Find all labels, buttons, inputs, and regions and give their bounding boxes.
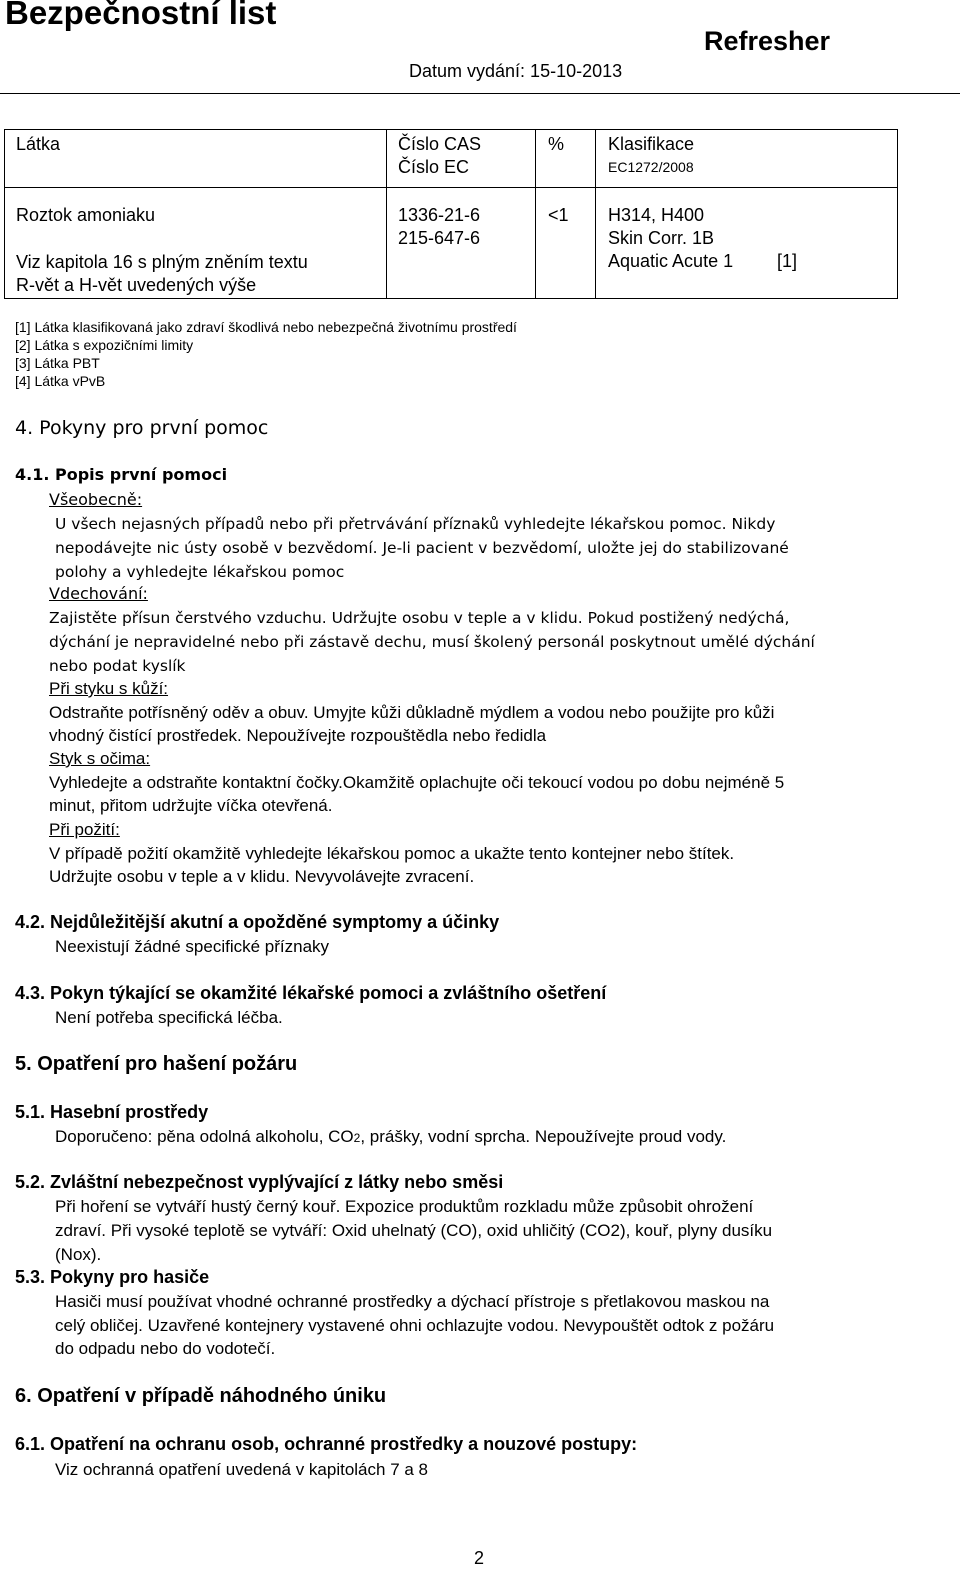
header-ec: Číslo EC — [398, 157, 470, 177]
text-line: Vyhledejte a odstraňte kontaktní čočky.Okamžitě oplachujte oči tekoucí vodou po dobu nejméně 5 — [49, 773, 785, 792]
text-line: Není potřeba specifická léčba. — [55, 1008, 283, 1027]
section-heading-text: Zvláštní nebezpečnost vyplývající z látky nebo směsi — [50, 1172, 504, 1192]
section-4-3-heading — [15, 983, 606, 1004]
text-line: Udržujte osobu v teple a v klidu. Nevyvolávejte zvracení. — [49, 867, 475, 886]
substance-note-line1: Viz kapitola 16 s plným zněním textu — [16, 252, 308, 272]
section-6-title: 6. Opatření v případě náhodného úniku — [15, 1385, 387, 1407]
section-number: 6.1. — [15, 1434, 46, 1454]
section-4-1-heading — [15, 465, 227, 484]
section-6-1-heading — [15, 1434, 637, 1455]
text-line: Neexistují žádné specifické příznaky — [55, 937, 330, 956]
classification-2: Aquatic Acute 1 — [608, 251, 734, 271]
classification-note-ref: [1] — [777, 251, 798, 271]
text-line: minut, přitom udržujte víčka otevřená. — [49, 796, 333, 815]
section-5-2-heading — [15, 1172, 503, 1193]
text-line: U všech nejasných případů nebo při přetrvávání příznaků vyhledejte lékařskou pomoc. Nikdy — [55, 515, 776, 533]
footnote: [3] Látka PBT — [15, 355, 100, 371]
text-line: polohy a vyhledejte lékařskou pomoc — [55, 563, 345, 581]
header-cas: Číslo CAS — [398, 134, 482, 154]
subheading-general: Všeobecně: — [49, 490, 143, 509]
text-line: dýchání je nepravidelné nebo při zástavě dechu, musí školený personál poskytnout umělé dýchání — [49, 633, 815, 651]
cas-number: 1336-21-6 — [398, 205, 481, 225]
footnote: [1] Látka klasifikovaná jako zdraví škodlivá nebo nebezpečná životnímu prostředí — [15, 319, 517, 335]
classification-1: Skin Corr. 1B — [608, 228, 715, 248]
subheading-eyes: Styk s očima: — [49, 749, 151, 768]
table-divider — [386, 130, 387, 298]
section-heading-text: Hasební prostředy — [50, 1102, 209, 1122]
section-heading-text: Opatření na ochranu osob, ochranné prostředky a nouzové postupy: — [50, 1434, 638, 1454]
header-classification: Klasifikace — [608, 134, 695, 154]
text-line: do odpadu nebo do vodotečí. — [55, 1339, 276, 1358]
hazard-statements: H314, H400 — [608, 205, 705, 225]
header-percent: % — [548, 134, 565, 154]
section-number: 4.1. — [15, 465, 50, 484]
section-heading-text: Popis první pomoci — [55, 465, 228, 484]
text-line: zdraví. Při vysoké teplotě se vytváří: Oxid uhelnatý (CO), oxid uhličitý (CO2), kouř, plyny dusíku — [55, 1221, 773, 1240]
document-title: Bezpečnostní list — [5, 0, 277, 31]
text-line: vhodný čistící prostředek. Nepoužívejte rozpouštědla nebo ředidla — [49, 726, 547, 745]
subheading-inhalation: Vdechování: — [49, 584, 148, 603]
text-line: Hasiči musí používat vhodné ochranné prostředky a dýchací přístroje s přetlakovou maskou na — [55, 1292, 770, 1311]
text-fragment: Doporučeno: pěna odolná alkoholu, CO — [55, 1127, 354, 1146]
text-line: Viz ochranná opatření uvedená v kapitolách 7 a 8 — [55, 1460, 429, 1479]
issue-date: Datum vydání: 15-10-2013 — [409, 61, 623, 81]
text-line: nebo podat kyslík — [49, 657, 186, 675]
text-line — [55, 1125, 726, 1150]
page-number: 2 — [474, 1548, 485, 1568]
section-number: 4.3. — [15, 983, 46, 1003]
table-divider — [5, 187, 897, 188]
text-line: Při hoření se vytváří hustý černý kouř. Expozice produktům rozkladu může způsobit ohrožení — [55, 1197, 754, 1216]
section-number: 4.2. — [15, 912, 46, 932]
section-number: 5.1. — [15, 1102, 46, 1122]
section-heading-text: Nejdůležitější akutní a opožděné symptomy a účinky — [50, 912, 500, 932]
ec-number: 215-647-6 — [398, 228, 481, 248]
text-line: celý obličej. Uzavřené kontejnery vystavené ohni ochlazujte vodou. Nevypouštět odtok z požáru — [55, 1316, 775, 1335]
section-number: 5.2. — [15, 1172, 46, 1192]
table-divider — [595, 130, 596, 298]
substance-name: Roztok amoniaku — [16, 205, 156, 225]
substance-table — [4, 129, 898, 299]
section-4-2-heading — [15, 912, 499, 933]
subheading-skin: Při styku s kůží: — [49, 679, 169, 698]
text-fragment: , prášky, vodní sprcha. Nepoužívejte proud vody. — [360, 1127, 727, 1146]
section-5-title: 5. Opatření pro hašení požáru — [15, 1053, 298, 1075]
footnote: [2] Látka s expozičními limity — [15, 337, 194, 353]
section-5-3-heading — [15, 1267, 209, 1288]
section-4-title: 4. Pokyny pro první pomoc — [15, 417, 269, 439]
concentration: <1 — [548, 205, 569, 225]
header-regulation: EC1272/2008 — [608, 159, 694, 175]
section-heading-text: Pokyn týkající se okamžité lékařské pomoci a zvláštního ošetření — [50, 983, 607, 1003]
subscript: 2 — [353, 1131, 361, 1145]
header-substance: Látka — [16, 134, 61, 154]
section-heading-text: Pokyny pro hasiče — [50, 1267, 210, 1287]
header-divider — [0, 93, 960, 94]
text-line: V případě požití okamžitě vyhledejte lékařskou pomoc a ukažte tento kontejner nebo štítek. — [49, 844, 735, 863]
substance-note-line2: R-vět a H-vět uvedených výše — [16, 275, 257, 295]
text-line: Odstraňte potřísněný oděv a obuv. Umyjte kůži důkladně mýdlem a vodou nebo použijte pro kůži — [49, 703, 775, 722]
text-line: (Nox). — [55, 1245, 102, 1264]
text-line: nepodávejte nic ústy osobě v bezvědomí. Je-li pacient v bezvědomí, uložte jej do stabilizované — [55, 539, 789, 557]
text-line: Zajistěte přísun čerstvého vzduchu. Udržujte osobu v teple a v klidu. Pokud postižený nedýchá, — [49, 609, 790, 627]
product-name: Refresher — [704, 26, 831, 56]
section-number: 5.3. — [15, 1267, 46, 1287]
section-5-1-heading — [15, 1102, 208, 1123]
subheading-ingestion: Při požití: — [49, 820, 120, 839]
table-divider — [535, 130, 536, 298]
footnote: [4] Látka vPvB — [15, 373, 106, 389]
